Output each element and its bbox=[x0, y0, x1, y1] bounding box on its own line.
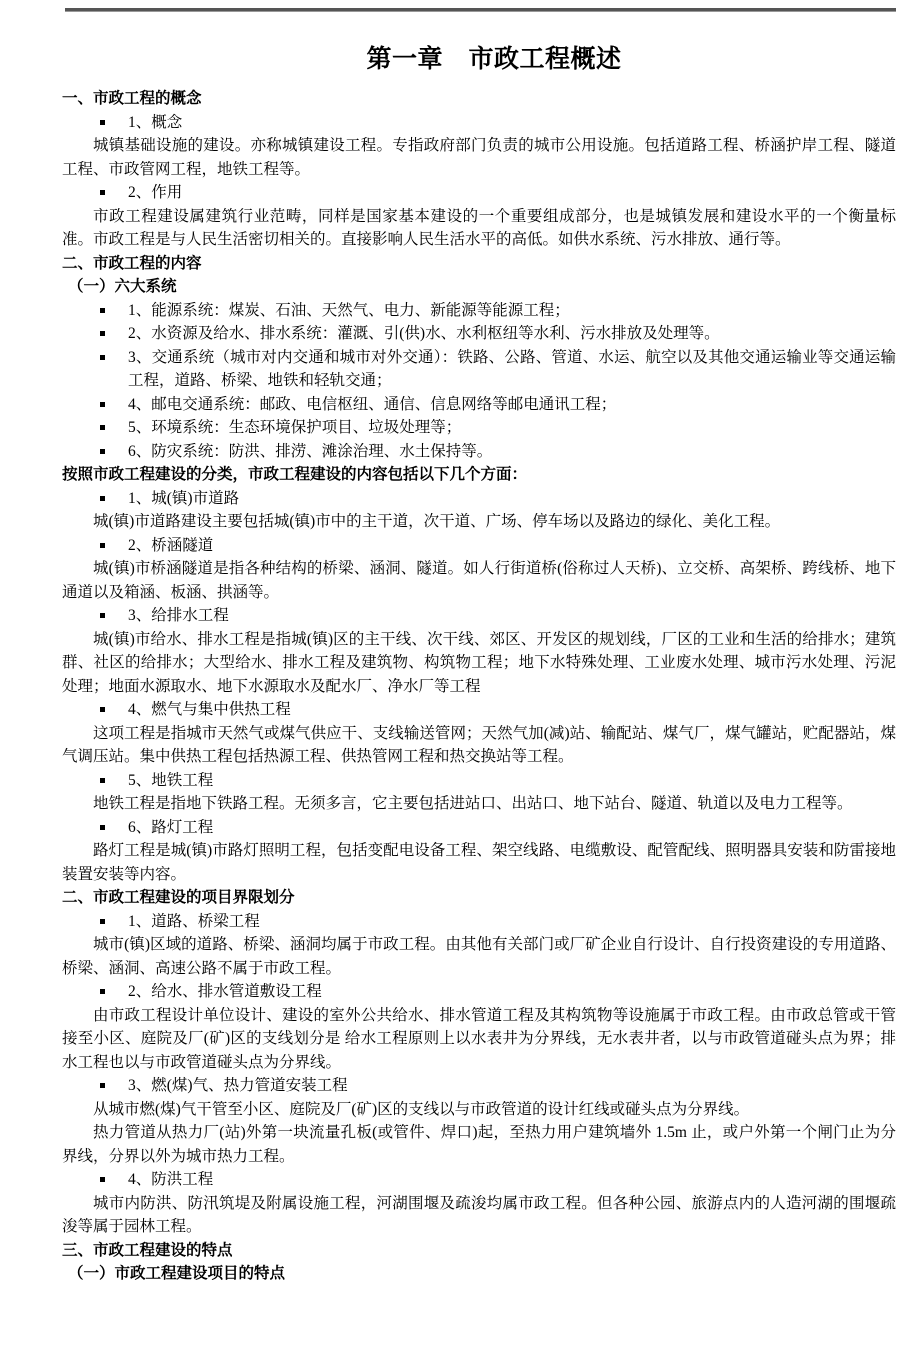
list-item bbox=[62, 698, 896, 722]
list-item-label: 5、地铁工程 bbox=[128, 771, 214, 789]
list-item-label: 3、给排水工程 bbox=[128, 607, 229, 624]
paragraph: 城市内防洪、防汛筑堤及附属设施工程，河湖围堰及疏浚均属市政工程。但各种公园、旅游点内的人造河湖的围堰疏浚等属于园林工程。 bbox=[62, 1194, 896, 1235]
subsection-heading-six-systems: （一）六大系统 bbox=[68, 278, 177, 295]
subsection-heading-project-features: （一）市政工程建设项目的特点 bbox=[68, 1265, 286, 1282]
list-item bbox=[62, 1074, 896, 1098]
list-item bbox=[62, 910, 896, 934]
header-rule bbox=[65, 8, 896, 12]
list-item-label: 4、防洪工程 bbox=[128, 1171, 214, 1188]
square-bullet-icon bbox=[100, 825, 105, 830]
square-bullet-icon bbox=[100, 707, 105, 712]
square-bullet-icon bbox=[100, 496, 105, 501]
list-item bbox=[62, 440, 896, 464]
section-heading-4: 三、市政工程建设的特点 bbox=[62, 1241, 233, 1259]
list-item bbox=[62, 1168, 896, 1192]
list-item bbox=[62, 816, 896, 840]
section-heading-3: 二、市政工程建设的项目界限划分 bbox=[62, 889, 295, 906]
list-item-label: 4、邮电交通系统：邮政、电信枢纽、通信、信息网络等邮电通讯工程； bbox=[128, 395, 617, 413]
list-item bbox=[62, 534, 896, 558]
square-bullet-icon bbox=[100, 190, 105, 195]
paragraph: 城镇基础设施的建设。亦称城镇建设工程。专指政府部门负责的城市公用设施。包括道路工程、桥涵护岸工程、隧道工程、市政管网工程，地铁工程等。 bbox=[62, 137, 896, 178]
section-heading-2: 二、市政工程的内容 bbox=[62, 254, 202, 272]
square-bullet-icon bbox=[100, 331, 105, 336]
list-item-label: 2、桥涵隧道 bbox=[128, 536, 214, 554]
square-bullet-icon bbox=[100, 1177, 105, 1182]
square-bullet-icon bbox=[100, 355, 105, 360]
list-item-label: 6、防灾系统：防洪、排涝、滩涂治理、水土保持等。 bbox=[128, 442, 493, 460]
paragraph: 城(镇)市给水、排水工程是指城(镇)区的主干线、次干线、郊区、开发区的规划线，厂区的工业和生活的给排水；建筑群、社区的给排水；大型给水、排水工程及建筑物、构筑物工程；地下水特殊处理、工业废水处理、城市污水处理、污泥处理；地面水源取水、地下水源取水及配水厂、净水厂等工程 bbox=[62, 630, 896, 695]
square-bullet-icon bbox=[100, 778, 105, 783]
list-item-label: 1、能源系统：煤炭、石油、天然气、电力、新能源等能源工程； bbox=[128, 301, 570, 319]
square-bullet-icon bbox=[100, 449, 105, 454]
paragraph: 热力管道从热力厂(站)外第一块流量孔板(或管件、焊口)起，至热力用户建筑墙外 1.5m 止，或户外第一个闸门止为分界线，分界以外为城市热力工程。 bbox=[62, 1124, 896, 1165]
square-bullet-icon bbox=[100, 543, 105, 548]
list-item bbox=[62, 322, 896, 346]
list-item-label: 1、城(镇)市道路 bbox=[128, 489, 240, 507]
callout-heading: 按照市政工程建设的分类，市政工程建设的内容包括以下几个方面： bbox=[62, 466, 528, 483]
list-item-label: 3、燃(煤)气、热力管道安装工程 bbox=[128, 1077, 348, 1094]
square-bullet-icon bbox=[100, 402, 105, 407]
list-item-label: 5、环境系统：生态环境保护项目、垃圾处理等； bbox=[128, 419, 462, 436]
list-item-label: 4、燃气与集中供热工程 bbox=[128, 701, 291, 718]
list-item-label: 2、给水、排水管道敷设工程 bbox=[128, 983, 322, 1000]
list-item-label: 1、概念 bbox=[128, 113, 183, 131]
list-item-label: 3、交通系统（城市对内交通和城市对外交通）：铁路、公路、管道、水运、航空以及其他交通运输业等交通运输工程，道路、桥梁、地铁和轻轨交通； bbox=[128, 348, 896, 389]
paragraph: 这项工程是指城市天然气或煤气供应干、支线输送管网；天然气加(减)站、输配站、煤气厂，煤气罐站，贮配器站，煤气调压站。集中供热工程包括热源工程、供热管网工程和热交换站等工程。 bbox=[62, 724, 896, 765]
list-item-label: 2、水资源及给水、排水系统：灌溉、引(供)水、水利枢纽等水利、污水排放及处理等。 bbox=[128, 325, 720, 342]
list-item-label: 6、路灯工程 bbox=[128, 818, 214, 836]
list-item bbox=[62, 346, 896, 393]
page-bottom-spacer bbox=[62, 1286, 896, 1346]
paragraph: 路灯工程是城(镇)市路灯照明工程，包括变配电设备工程、架空线路、电缆敷设、配管配线、照明器具安装和防雷接地装置安装等内容。 bbox=[62, 842, 896, 883]
section-heading-1: 一、市政工程的概念 bbox=[62, 90, 202, 107]
paragraph: 从城市燃(煤)气干管至小区、庭院及厂(矿)区的支线以与市政管道的设计红线或碰头点为分界线。 bbox=[93, 1100, 750, 1118]
square-bullet-icon bbox=[100, 120, 105, 125]
list-item bbox=[62, 393, 896, 417]
document-content bbox=[62, 42, 896, 1346]
list-item bbox=[62, 604, 896, 628]
paragraph: 由市政工程设计单位设计、建设的室外公共给水、排水管道工程及其构筑物等设施属于市政工程。由市政总管或干管接至小区、庭院及厂(矿)区的支线划分是 给水工程原则上以水表井为分界线，无水表井者，以与市政管道碰头点为界；排水工程也以与市政管道碰头点为分界线。 bbox=[62, 1006, 896, 1071]
square-bullet-icon bbox=[100, 919, 105, 924]
list-item bbox=[62, 111, 896, 135]
list-item bbox=[62, 980, 896, 1004]
paragraph: 地铁工程是指地下铁路工程。无须多言，它主要包括进站口、出站口、地下站台、隧道、轨道以及电力工程等。 bbox=[93, 795, 853, 812]
square-bullet-icon bbox=[100, 613, 105, 618]
square-bullet-icon bbox=[100, 308, 105, 313]
list-item-label: 1、道路、桥梁工程 bbox=[128, 912, 260, 930]
paragraph: 城市(镇)区域的道路、桥梁、涵洞均属于市政工程。由其他有关部门或厂矿企业自行设计、自行投资建设的专用道路、桥梁、涵洞、高速公路不属于市政工程。 bbox=[62, 936, 896, 977]
list-item bbox=[62, 299, 896, 323]
list-item-label: 2、作用 bbox=[128, 184, 183, 201]
page-title: 第一章 市政工程概述 bbox=[366, 45, 622, 73]
list-item bbox=[62, 487, 896, 511]
square-bullet-icon bbox=[100, 1083, 105, 1088]
paragraph: 市政工程建设属建筑行业范畴，同样是国家基本建设的一个重要组成部分，也是城镇发展和建设水平的一个衡量标准。市政工程是与人民生活密切相关的。直接影响人民生活水平的高低。如供水系统、污水排放、通行等。 bbox=[62, 207, 896, 248]
list-item bbox=[62, 181, 896, 205]
list-item bbox=[62, 416, 896, 440]
list-item bbox=[62, 769, 896, 793]
paragraph: 城(镇)市桥涵隧道是指各种结构的桥梁、涵洞、隧道。如人行街道桥(俗称过人天桥)、立交桥、高架桥、跨线桥、地下通道以及箱涵、板涵、拱涵等。 bbox=[62, 560, 896, 601]
square-bullet-icon bbox=[100, 425, 105, 430]
paragraph: 城(镇)市道路建设主要包括城(镇)市中的主干道，次干道、广场、停车场以及路边的绿化、美化工程。 bbox=[93, 513, 781, 530]
square-bullet-icon bbox=[100, 989, 105, 994]
